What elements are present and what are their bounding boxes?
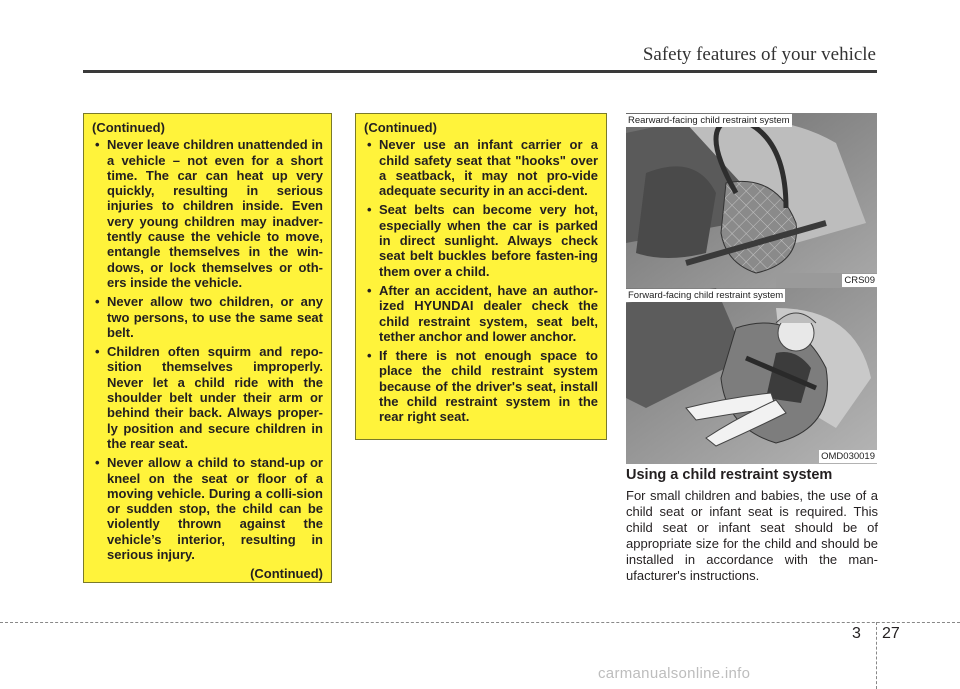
section-body-text: For small children and babies, the use of a child seat or infant seat is required. This child seat or infant seat should be of appropriate size for the child and should be installed in accordance with the man-ufacturer's instructions.: [626, 488, 878, 583]
warning-item: • Never allow a child to stand-up or kneel on the seat or floor of a moving vehicle. During a colli-sion or sudden stop, the child can be violently thrown against the vehicle’s interior, resulting in serious injury.: [92, 455, 323, 562]
warning-item: • Children often squirm and repo-sition themselves improperly. Never let a child ride with the shoulder belt under their arm or behind their back. Always proper-ly position and secure children in the rear seat.: [92, 344, 323, 451]
warning-item: • If there is not enough space to place the child restraint system because of the driver's seat, install the child restraint system in the rear right seat.: [364, 348, 598, 424]
warning-item: • Never allow two children, or any two persons, to use the same seat belt.: [92, 294, 323, 340]
warning-box-middle: [355, 113, 607, 440]
warning-item: • Seat belts can become very hot, especially when the car is parked in direct sunlight. Always check seat belt buckles before fasten-ing them over a child.: [364, 202, 598, 278]
continued-label-end: (Continued): [250, 566, 323, 582]
warning-item: • After an accident, have an author-ized HYUNDAI dealer check the child restraint system, seat belt, tether anchor and lower anchor.: [364, 283, 598, 344]
figure-rearward-facing: [626, 113, 877, 288]
warning-list: [364, 137, 598, 424]
section-heading: Using a child restraint system: [626, 467, 833, 483]
rearward-child-seat-illustration: [626, 113, 877, 288]
continued-label: (Continued): [364, 120, 437, 135]
figure-code: OMD030019: [821, 451, 875, 462]
footer-separator: [876, 622, 877, 689]
header-rule: [83, 70, 877, 73]
forward-child-seat-illustration: [626, 288, 877, 464]
page-number: 27: [882, 625, 900, 642]
page-header-title: Safety features of your vehicle: [642, 44, 876, 65]
chapter-number: 3: [852, 625, 861, 642]
figure-caption: Forward-facing child restraint system: [628, 290, 784, 301]
continued-label: (Continued): [92, 120, 165, 135]
warning-box-left: [83, 113, 332, 583]
footer-rule: [0, 622, 960, 623]
figure-forward-facing: [626, 288, 877, 464]
warning-item: • Never leave children unattended in a vehicle – not even for a short time. The car can heat up very quickly, resulting in serious injuries to children inside. Even very young children may inadver-tently cause the vehicle to move, entangle themselves in the win-dows, or lock themselves or oth-ers inside the vehicle.: [92, 137, 323, 290]
warning-list: [92, 137, 323, 562]
watermark-text: carmanualsonline.info: [598, 665, 751, 682]
warning-item: • Never use an infant carrier or a child safety seat that "hooks" over a seatback, it may not pro-vide adequate security in an acci-dent.: [364, 137, 598, 198]
figure-caption: Rearward-facing child restraint system: [628, 115, 790, 126]
figure-code: CRS09: [844, 275, 875, 286]
